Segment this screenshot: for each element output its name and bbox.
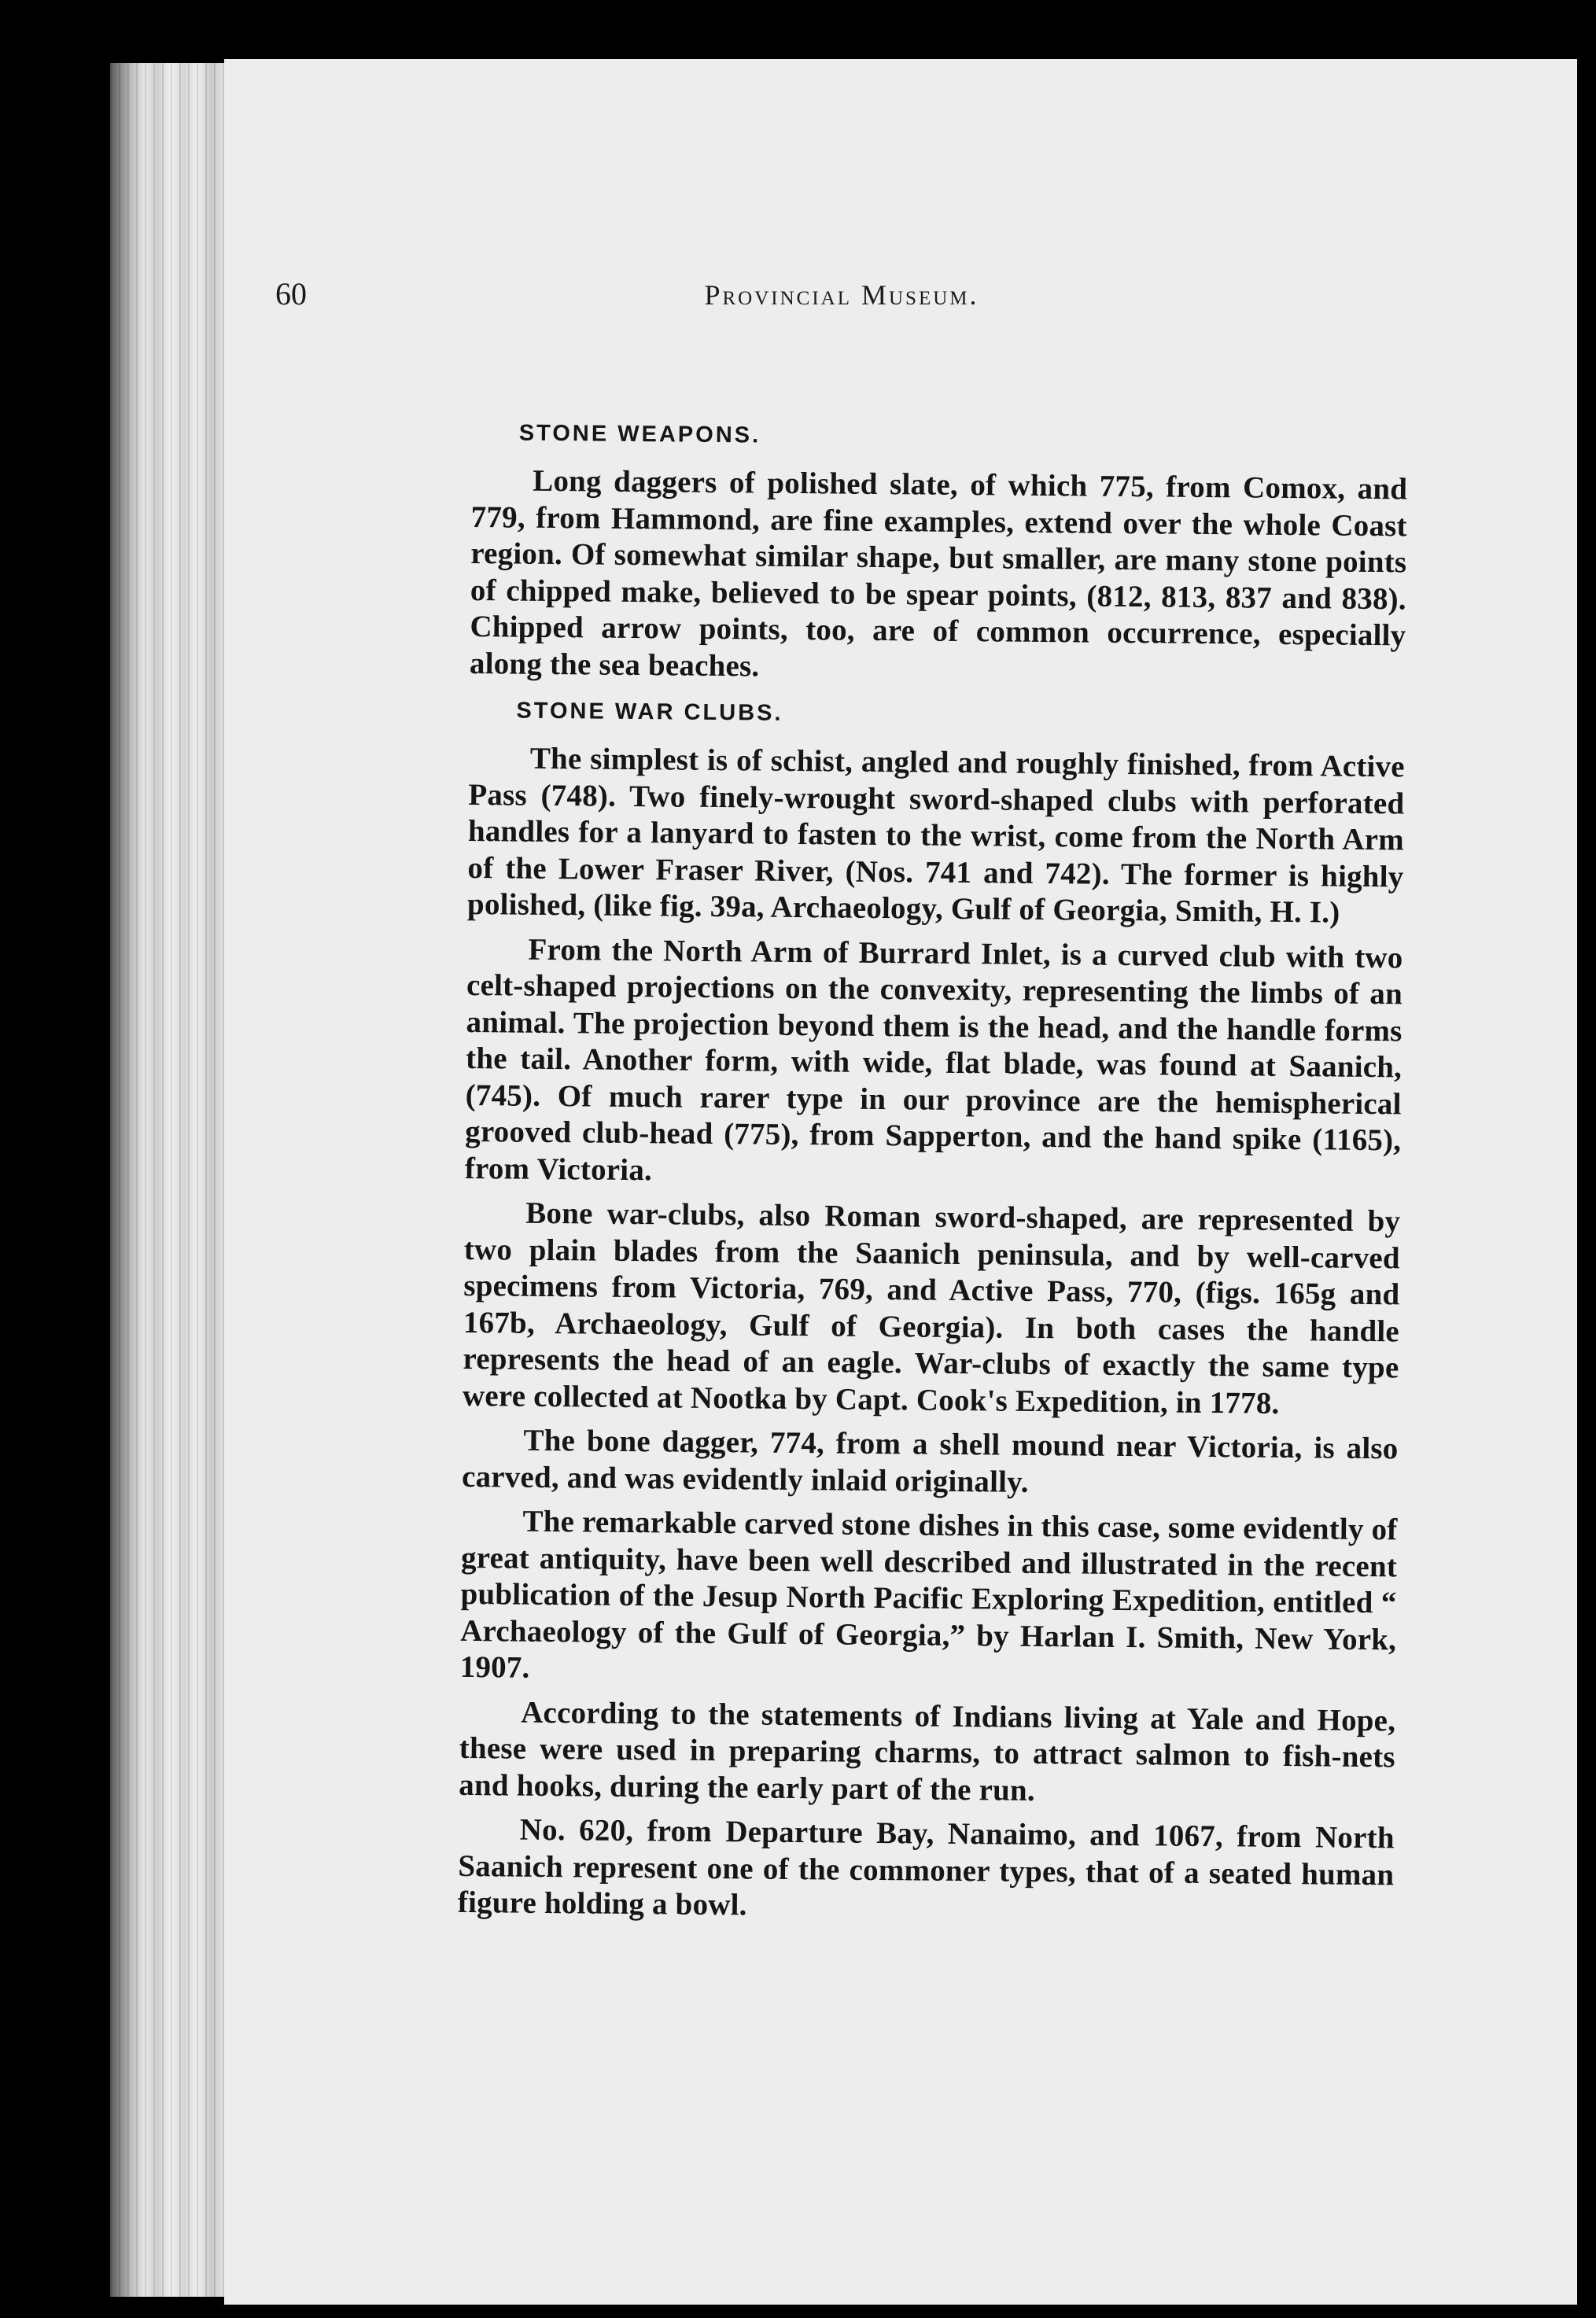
page-header <box>275 275 1408 322</box>
paragraph: The bone dagger, 774, from a shell mound near Victoria, is also carved, and was evidently inlaid originally. <box>461 1423 1399 1499</box>
running-head: Provincial Museum. <box>704 279 979 311</box>
paragraph: From the North Arm of Burrard Inlet, is a curved club with two celt-shaped projections on the convexity, representing the limbs of an animal. The projection beyond them is the head, and the handle forms the tail. Another form, with wide, flat blade, was found at Saanich, (745). Of much rarer type in our province are the hemispherical grooved club-head (775), from Sapperton, and the hand spike (1165), from Victoria. <box>464 932 1403 1187</box>
paragraph: No. 620, from Departure Bay, Nanaimo, and 1067, from North Saanich represent one of the commoner types, that of a seated human figure holding a bowl. <box>457 1812 1395 1922</box>
paragraph: Bone war-clubs, also Roman sword-shaped, are represented by two plain blades from the Saanich peninsula, and by well-carved specimens from Victoria, 769, and Active Pass, 770, (figs. 165g and 167b, Archaeology, Gulf of Georgia). In both cases the handle represents the head of an eagle. War-clubs of exactly the same type were collected at Nootka by Capt. Cook's Expedition, in 1778. <box>462 1196 1401 1421</box>
section-heading-stone-weapons: STONE WEAPONS. <box>518 420 761 448</box>
section-heading-stone-war-clubs: STONE WAR CLUBS. <box>516 698 783 726</box>
paragraph: The remarkable carved stone dishes in this case, some evidently of great antiquity, have been well described and illustrated in the recent publication of the Jesup North Pacific Exploring Expedition, entitled “ Archaeology of the Gulf of Georgia,” by Harlan I. Smith, New York, 1907. <box>459 1504 1398 1685</box>
page-number: 60 <box>275 276 307 311</box>
book-page-edges <box>110 63 228 2297</box>
page-body <box>458 417 1408 1938</box>
paragraph: According to the statements of Indians living at Yale and Hope, these were used in preparing charms, to attract salmon to fish-nets and hooks, during the early part of the run. <box>459 1695 1396 1808</box>
paragraph: Long daggers of polished slate, of which 775, from Comox, and 779, from Hammond, are fine examples, extend over the whole Coast region. Of somewhat similar shape, but smaller, are many stone points of chipped make, believed to be spear points, (812, 813, 837 and 838). Chipped arrow points, too, are of common occurrence, especially along the sea beaches. <box>469 463 1408 684</box>
paragraph: The simplest is of schist, angled and roughly finished, from Active Pass (748). Two finely-wrought sword-shaped clubs with perforated handles for a lanyard to fasten to the wrist, come from the North Arm of the Lower Fraser River, (Nos. 741 and 742). The former is highly polished, (like fig. 39a, Archaeology, Gulf of Georgia, Smith, H. I.) <box>466 741 1405 930</box>
